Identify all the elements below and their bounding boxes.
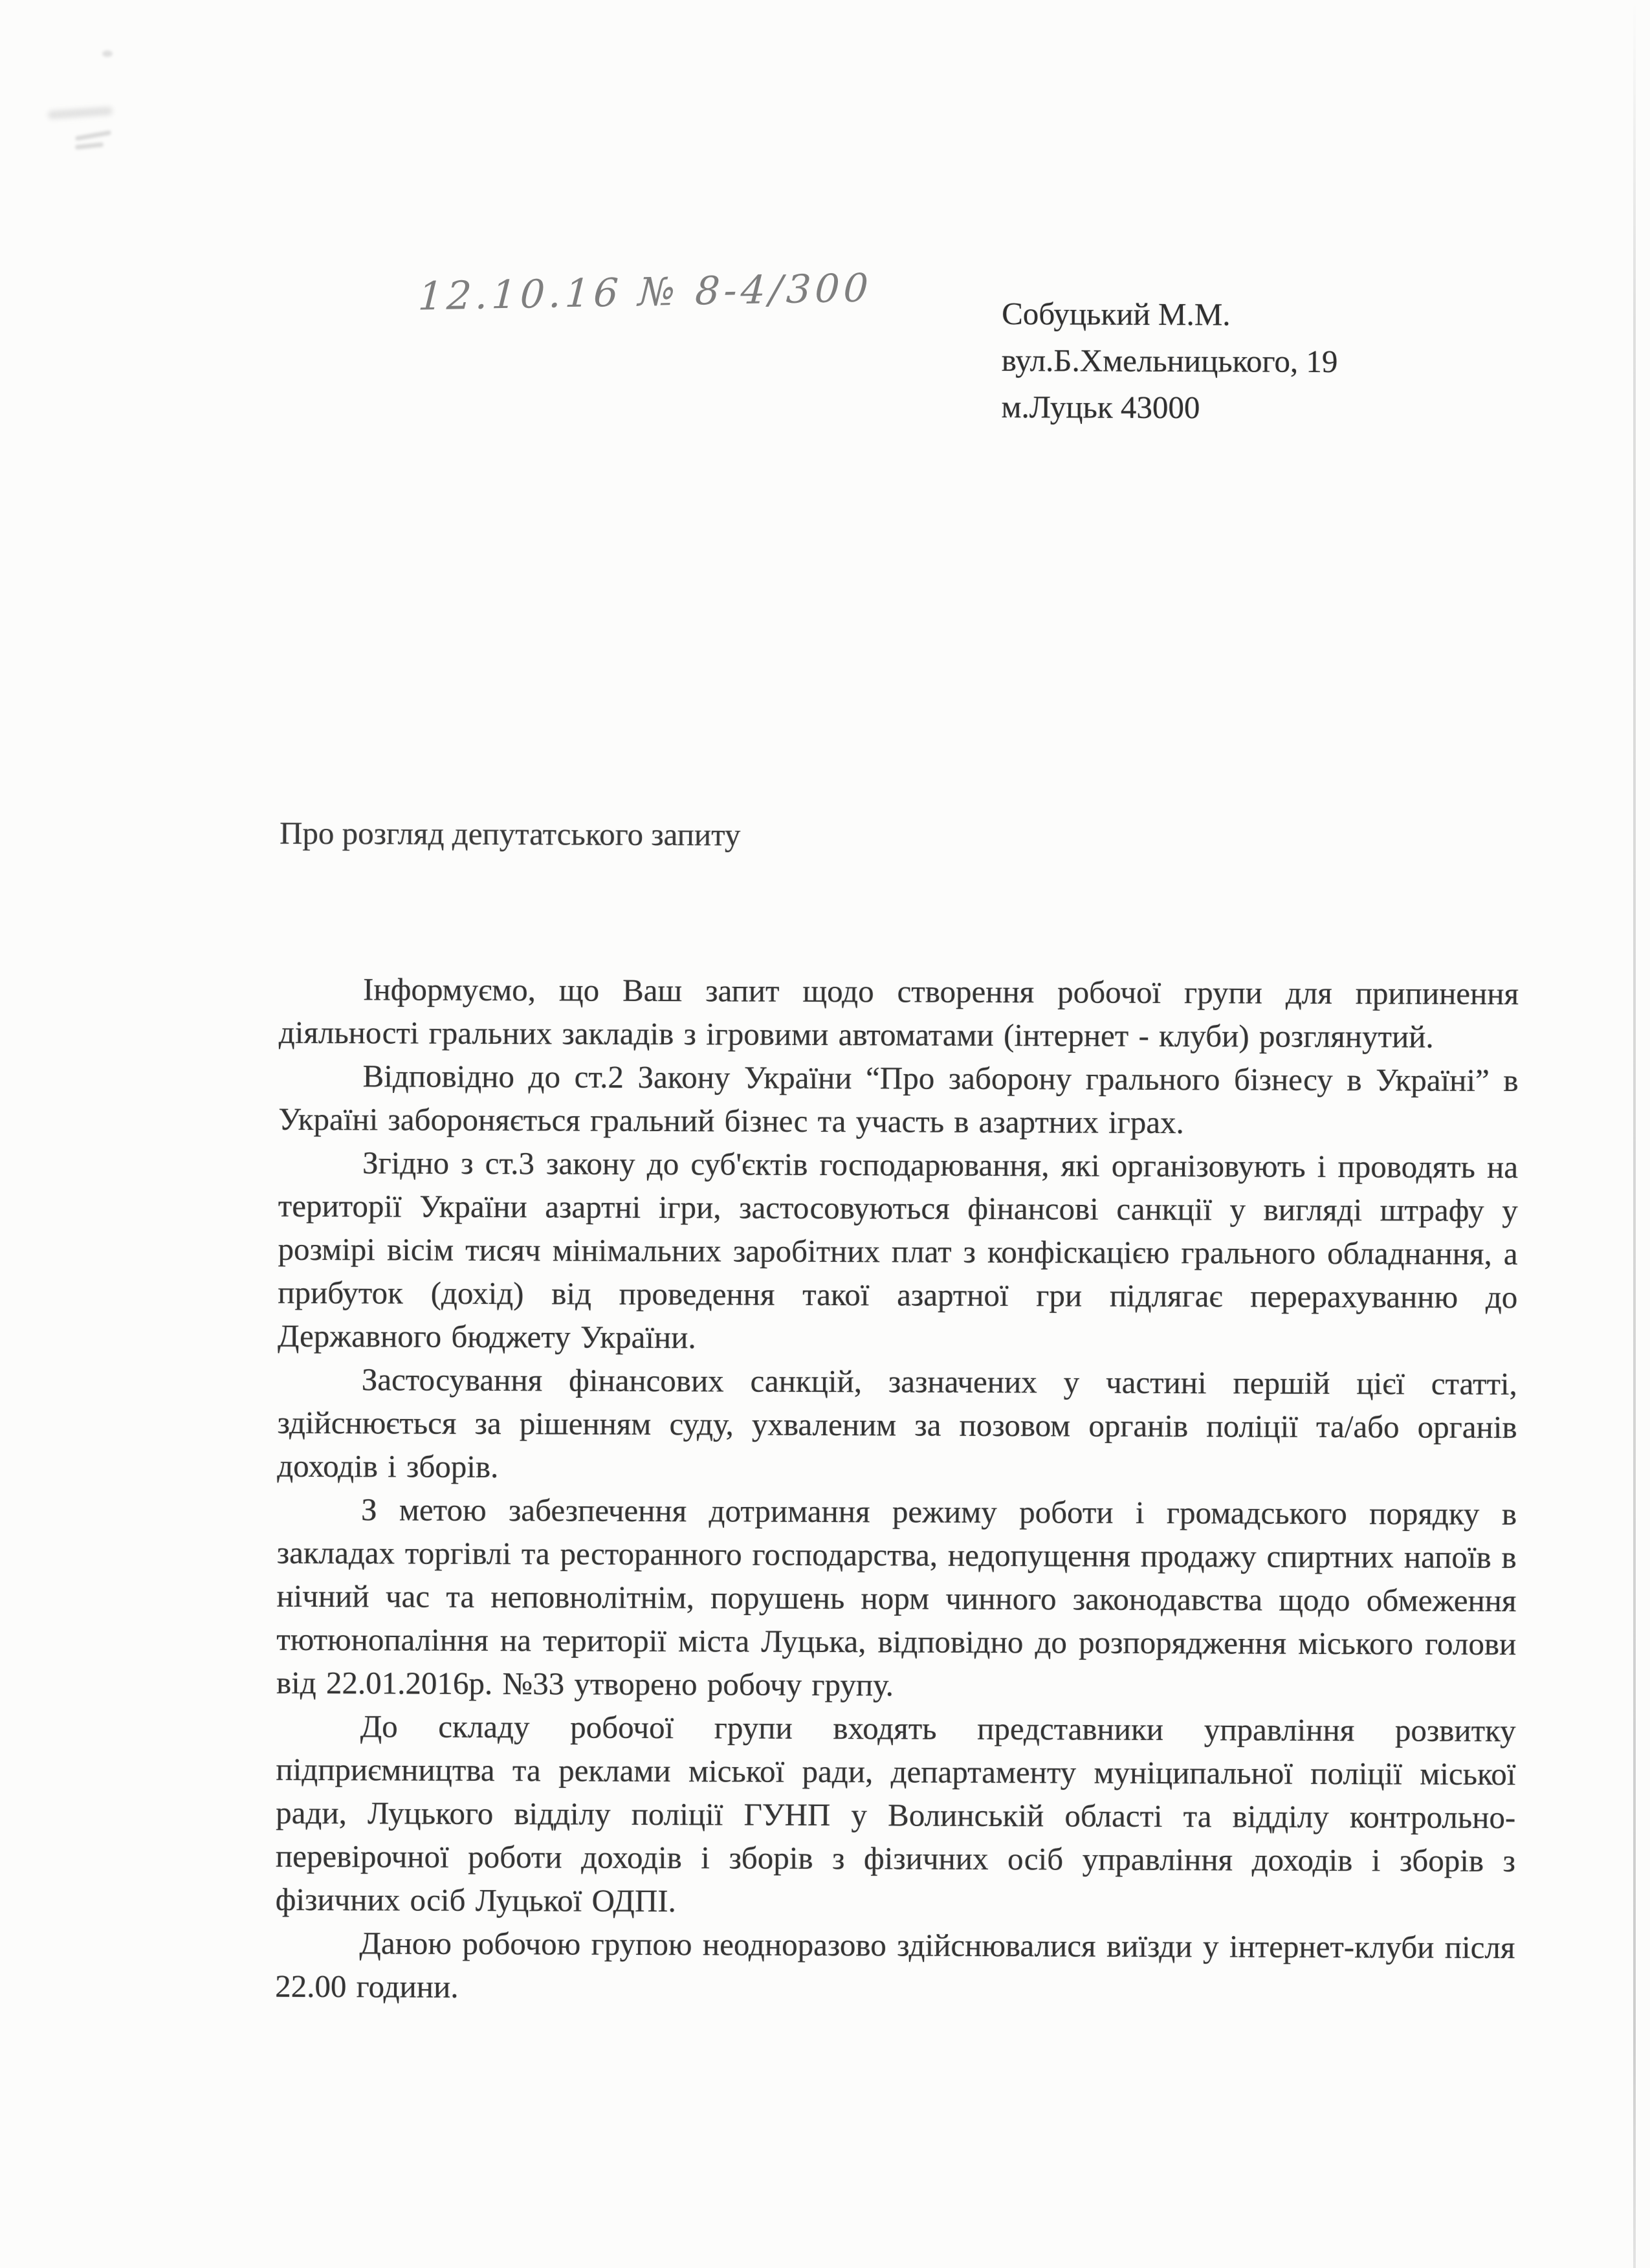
body-paragraph: Даною робочою групою неодноразово здійснювалися виїзди у інтернет-клуби після 22.00 години. <box>275 1925 1515 2005</box>
subject-line: Про розгляд депутатського запиту <box>279 815 741 853</box>
recipient-name: Собуцький М.М. <box>1002 296 1231 333</box>
recipient-city: м.Луцьк 43000 <box>1001 389 1200 426</box>
body-paragraph: Відповідно до ст.2 Закону України “Про заборону грального бізнесу в Україні” в Україні забороняється гральний бізнес та участь в азартних іграх. <box>278 1058 1519 1141</box>
body-paragraph: Інформуємо, що Ваш запит щодо створення робочої групи для припинення діяльності гральних закладів з ігровими автоматами (інтернет - клуби) розглянутий. <box>278 971 1519 1055</box>
letter-body <box>275 967 1519 2012</box>
body-paragraph: Застосування фінансових санкцій, зазначених у частині першій цієї статті, здійснюється за рішенням суду, ухваленим за позовом органів поліції та/або органів доходів і зборів. <box>277 1361 1517 1485</box>
body-paragraph: З метою забезпечення дотримання режиму роботи і громадського порядку в закладах торгівлі та ресторанного господарства, недопущення продажу спиртних напоїв в нічний час та неповнолітнім, порушень норм чинного законодавства щодо обмеження тютюнопаління на території міста Луцька, відповідно до розпорядження міського голови від 22.01.2016р. №33 утворено робочу групу. <box>276 1492 1517 1703</box>
body-paragraph: Згідно з ст.3 закону до суб'єктів господарювання, які організовують і проводять на території України азартні ігри, застосовуються фінансові санкції у вигляді штрафу у розмірі вісім тисяч мінімальних заробітних плат з конфіскацією грального обладнання, а прибуток (дохід) від проведення такої азартної гри підлягає перерахуванню до Державного бюджету України. <box>277 1145 1519 1356</box>
body-paragraph: До складу робочої групи входять представники управління розвитку підприємництва та реклами міської ради, департаменту муніципальної поліції міської ради, Луцького відділу поліції ГУНП у Волинській області та відділу контрольно-перевірочної роботи доходів і зборів з фізичних осіб управління доходів і зборів з фізичних осіб Луцької ОДПІ. <box>275 1708 1516 1919</box>
recipient-street: вул.Б.Хмельницького, 19 <box>1001 342 1338 380</box>
recipient-block <box>1001 291 1337 432</box>
handwritten-registration-note: 12.10.16 № 8-4/300 <box>417 265 874 320</box>
